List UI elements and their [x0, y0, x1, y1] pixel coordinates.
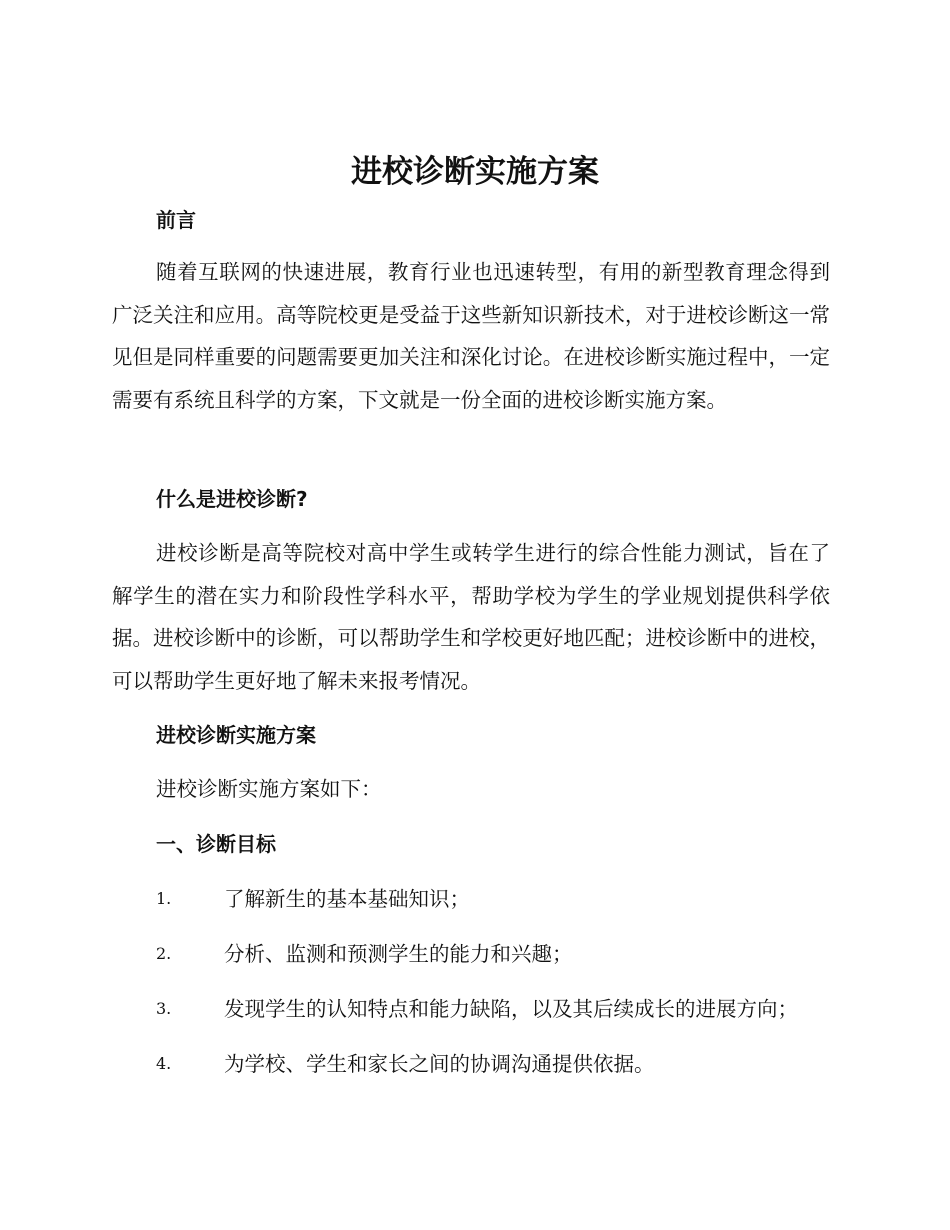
section-heading-preface: 前言 [156, 208, 196, 232]
list-item-text: 了解新生的基本基础知识； [224, 887, 470, 911]
list-item [156, 884, 836, 914]
list-item [156, 1049, 836, 1079]
section-heading-goals: 一、诊断目标 [156, 832, 276, 856]
section-heading-plan: 进校诊断实施方案 [156, 723, 316, 747]
list-item [156, 994, 836, 1024]
document-title: 进校诊断实施方案 [351, 154, 599, 190]
plan-intro: 进校诊断实施方案如下： [156, 777, 382, 801]
list-item-text: 分析、监测和预测学生的能力和兴趣； [224, 942, 573, 966]
list-item-number: 2. [156, 944, 172, 963]
list-item-number: 3. [156, 999, 172, 1018]
preface-paragraph: 随着互联网的快速进展，教育行业也迅速转型，有用的新型教育理念得到广泛关注和应用。高等院校更是受益于这些新知识新技术，对于进校诊断这一常见但是同样重要的问题需要更加关注和深化讨论。在进校诊断实施过程中，一定需要有系统且科学的方案，下文就是一份全面的进校诊断实施方案。 [112, 260, 830, 412]
section-heading-what-is: 什么是进校诊断? [156, 487, 308, 511]
list-item-text: 发现学生的认知特点和能力缺陷，以及其后续成长的进展方向； [224, 997, 798, 1021]
list-item-text: 为学校、学生和家长之间的协调沟通提供依据。 [224, 1052, 655, 1076]
what-is-paragraph: 进校诊断是高等院校对高中学生或转学生进行的综合性能力测试，旨在了解学生的潜在实力和阶段性学科水平，帮助学校为学生的学业规划提供科学依据。进校诊断中的诊断，可以帮助学生和学校更好地匹配；进校诊断中的进校，可以帮助学生更好地了解未来报考情况。 [112, 541, 830, 693]
list-item-number: 1. [156, 889, 172, 908]
list-item-number: 4. [156, 1054, 172, 1073]
list-item [156, 939, 836, 969]
